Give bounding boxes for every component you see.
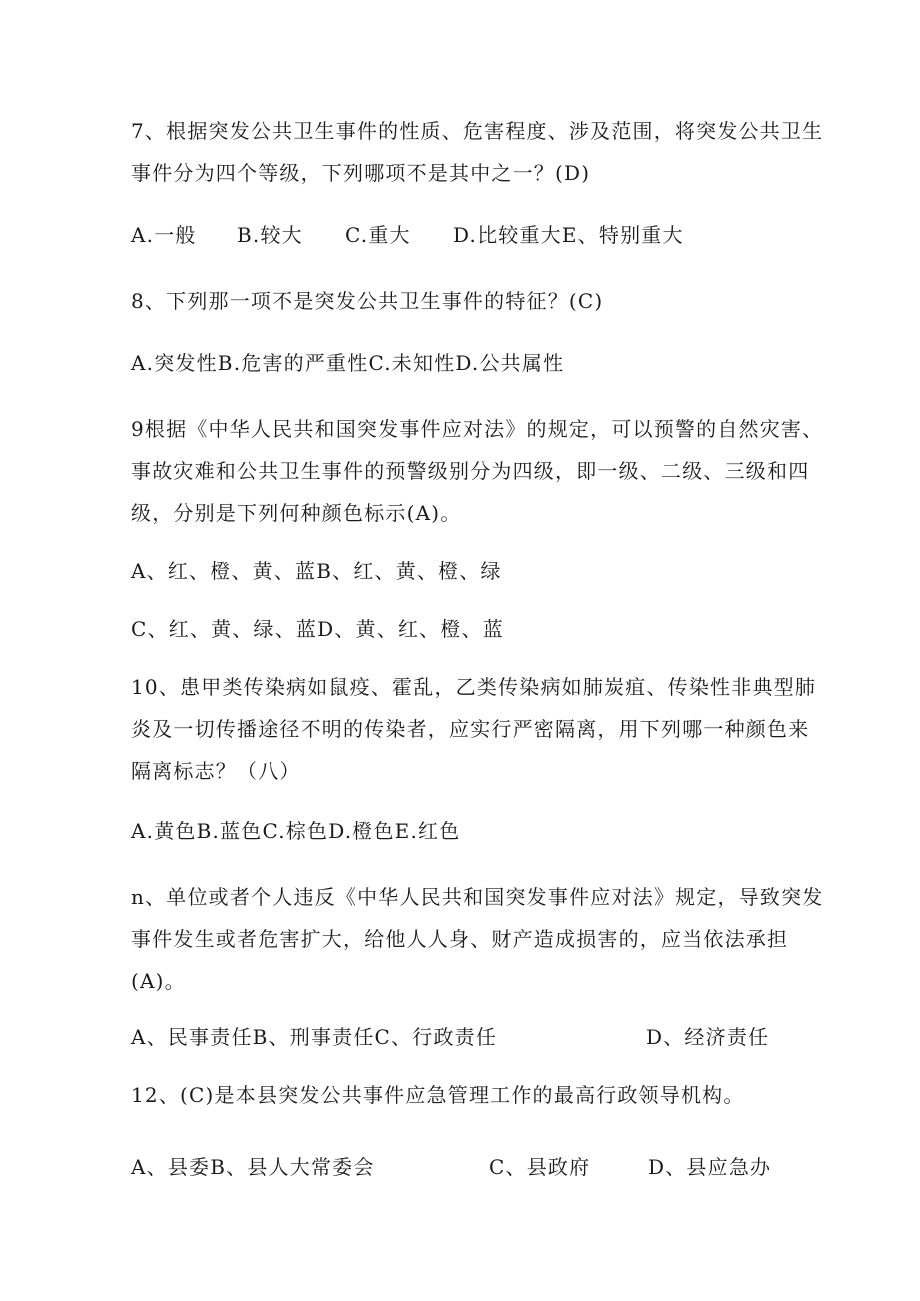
q9-options-ab: A、红、橙、黄、蓝B、红、黄、橙、绿: [131, 559, 502, 583]
q10-text-line-3: 隔离标志？（八）: [131, 759, 301, 783]
q7-option-d-e: D.比较重大E、特别重大: [453, 223, 684, 247]
q10-text-line-1: 10、患甲类传染病如鼠疫、霍乱，乙类传染病如肺炭疽、传染性非典型肺: [131, 675, 817, 699]
q7-option-b: B.较大: [237, 223, 303, 247]
q7-option-c: C.重大: [345, 223, 411, 247]
q9-options-cd: C、红、黄、绿、蓝D、黄、红、橙、蓝: [131, 617, 504, 641]
q9-text-line-3: 级，分别是下列何种颜色标示(A)。: [131, 501, 462, 525]
q10-text-line-2: 炎及一切传播途径不明的传染者，应实行严密隔离，用下列哪一种颜色来: [131, 717, 810, 741]
q7-option-a: A.一般: [131, 223, 197, 247]
q10-options: A.黄色B.蓝色C.棕色D.橙色E.红色: [131, 819, 461, 843]
q8-options: A.突发性B.危害的严重性C.未知性D.公共属性: [131, 351, 565, 375]
q11-text-line-3: (A)。: [131, 969, 186, 993]
q9-text-line-1: 9根据《中华人民共和国突发事件应对法》的规定，可以预警的自然灾害、: [131, 417, 824, 441]
q12-text-line-1: 12、(C)是本县突发公共事件应急管理工作的最高行政领导机构。: [131, 1083, 745, 1107]
q9-text-line-2: 事故灾难和公共卫生事件的预警级别分为四级，即一级、二级、三级和四: [131, 459, 810, 483]
q11-text-line-1: n、单位或者个人违反《中华人民共和国突发事件应对法》规定，导致突发: [131, 885, 824, 909]
q12-options-ab: A、县委B、县人大常委会: [131, 1155, 375, 1179]
q11-option-d: D、经济责任: [646, 1025, 770, 1049]
q11-options-abc: A、民事责任B、刑事责任C、行政责任: [131, 1025, 498, 1049]
q7-text-line-1: 7、根据突发公共卫生事件的性质、危害程度、涉及范围，将突发公共卫生: [131, 119, 824, 143]
q8-text-line-1: 8、下列那一项不是突发公共卫生事件的特征？(C): [131, 289, 604, 313]
q11-text-line-2: 事件发生或者危害扩大，给他人人身、财产造成损害的，应当依法承担: [131, 927, 789, 951]
q12-option-d: D、县应急办: [648, 1155, 772, 1179]
q7-text-line-2: 事件分为四个等级，下列哪项不是其中之一？(D): [131, 161, 591, 185]
q12-option-c: C、县政府: [489, 1155, 591, 1179]
